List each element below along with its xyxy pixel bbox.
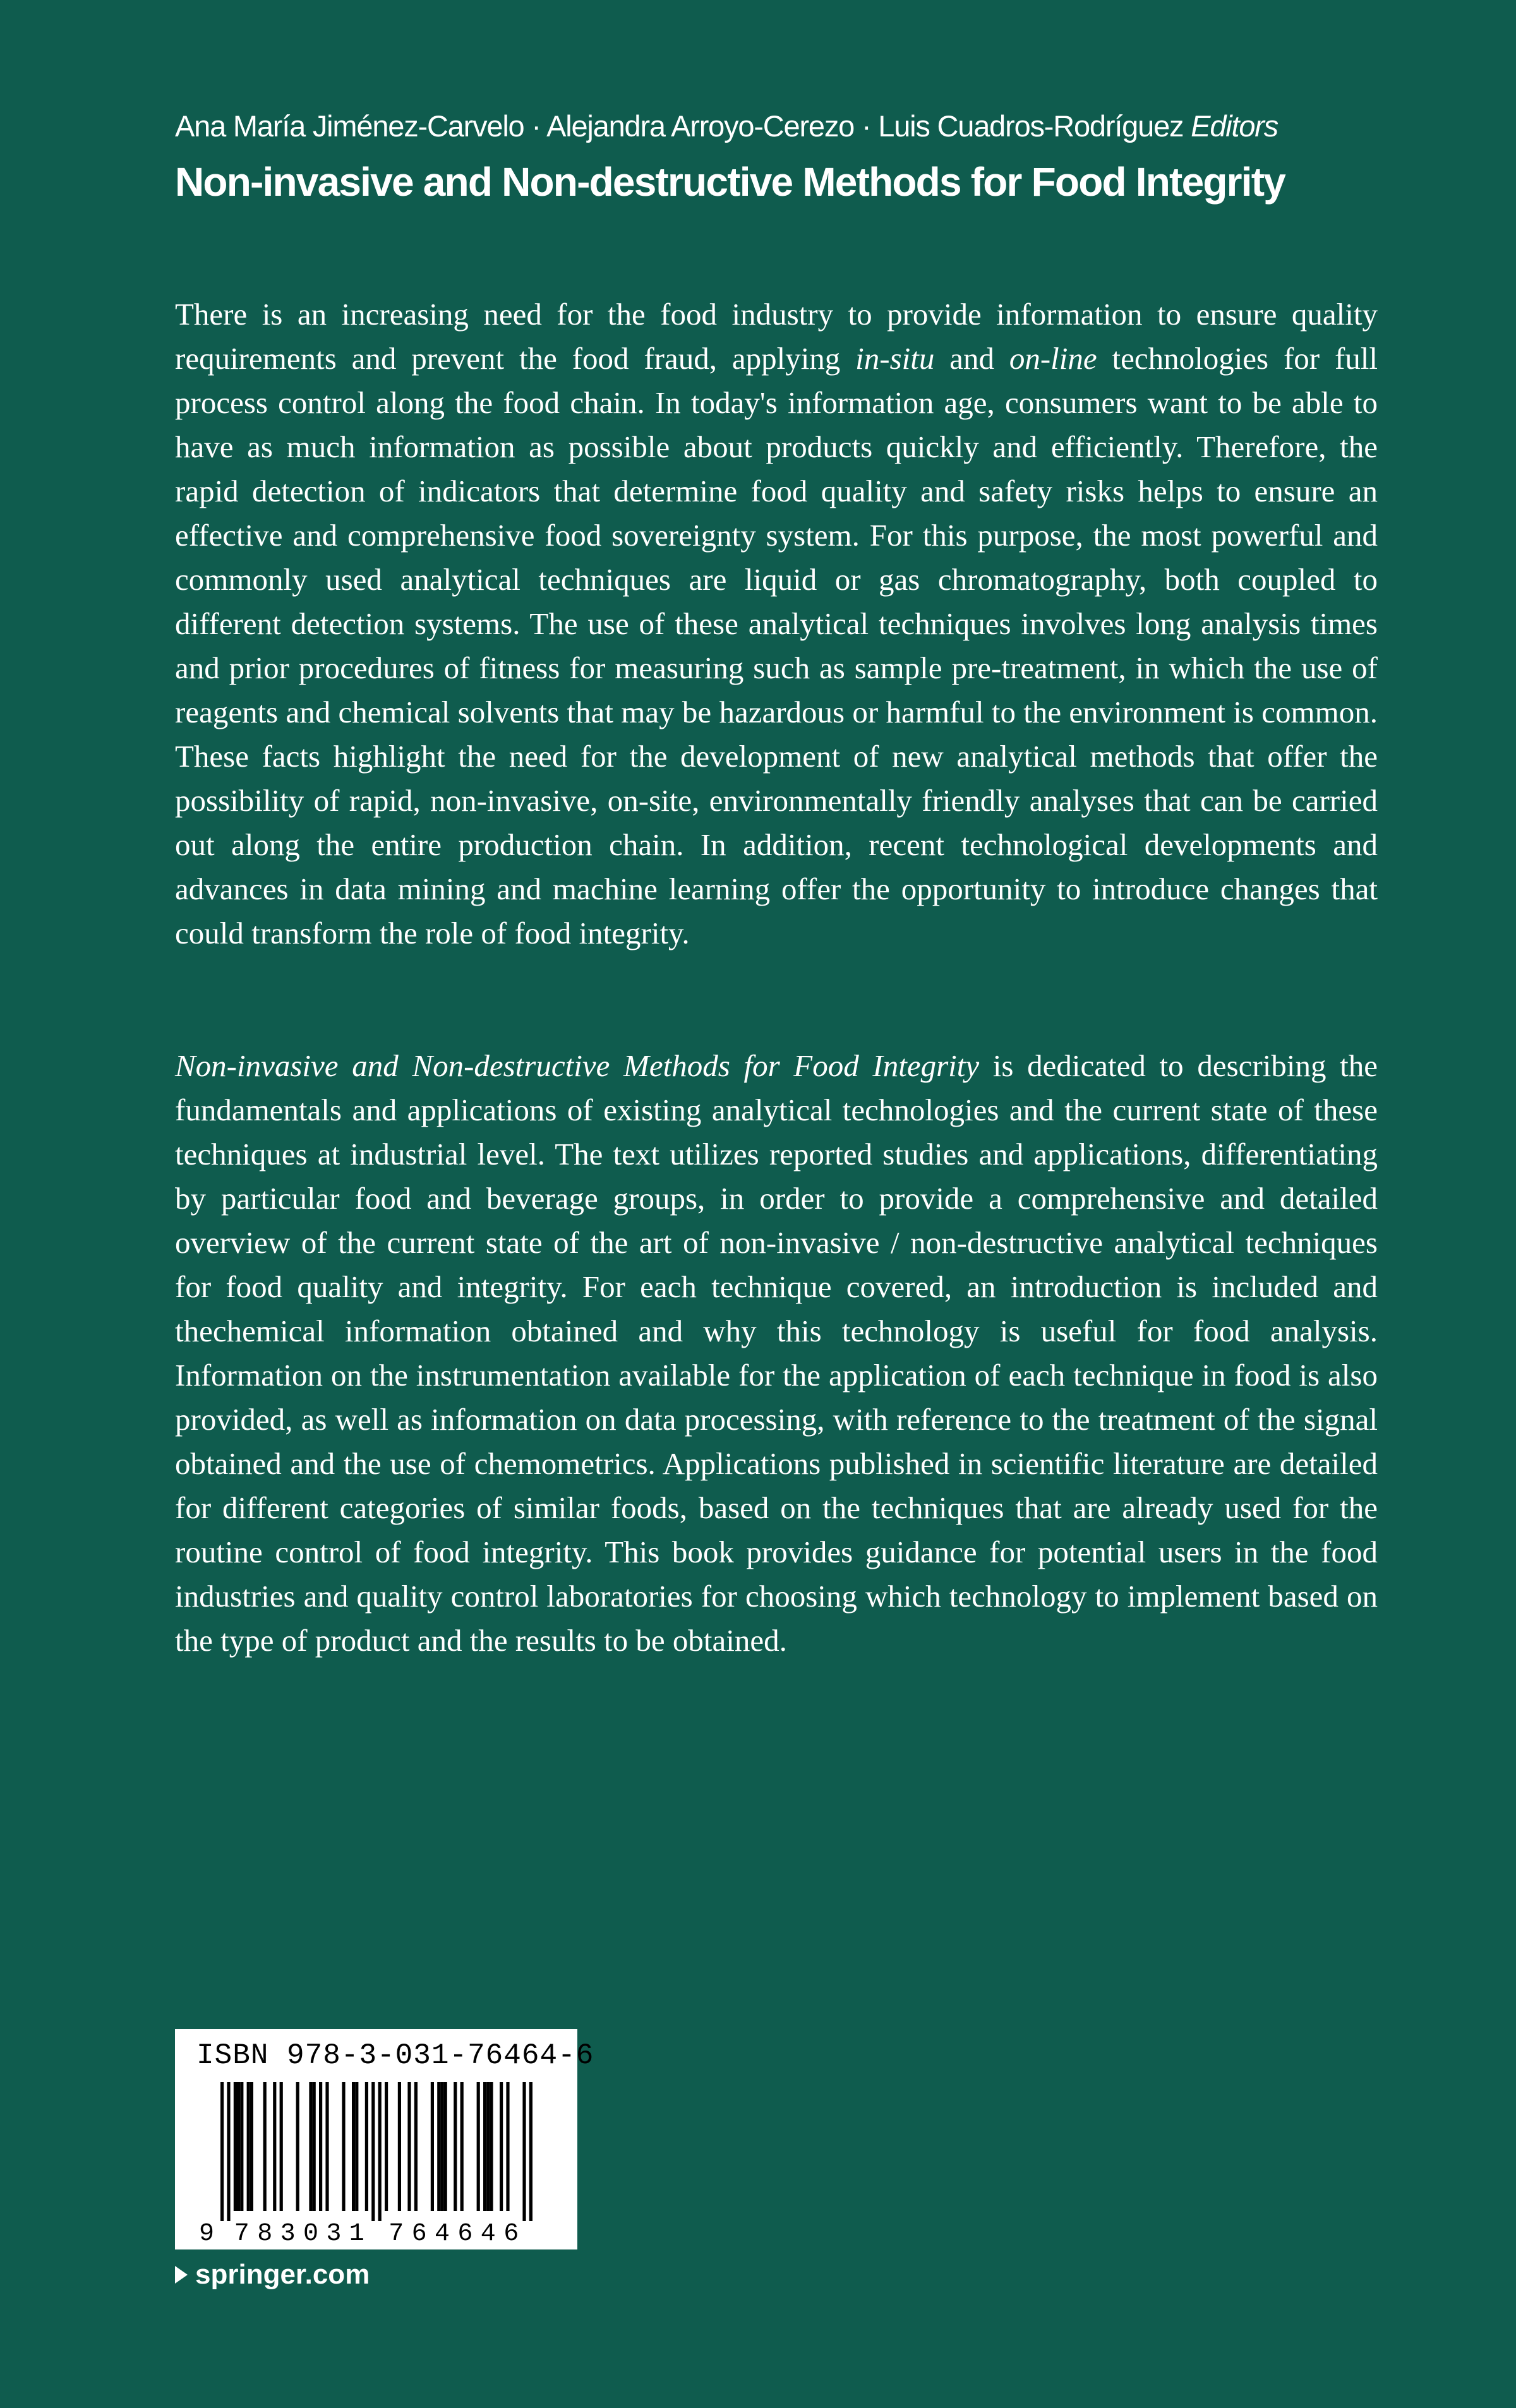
barcode-bar xyxy=(378,2082,382,2221)
barcode-bar xyxy=(483,2082,486,2211)
barcode-digit: 4 xyxy=(480,2220,496,2248)
arrow-right-icon xyxy=(175,2266,188,2284)
barcode-digit: 6 xyxy=(411,2220,427,2248)
barcode-bar xyxy=(486,2082,490,2211)
blurb-p1-text-c: technologies for full process control along the food chain. In today's information age, consumers want to be able to have as much information as possible about products quickly and efficiently. Therefore, the rapid detection of indicators that determine food quality and safety risks helps to ensure an effective and comprehensive food sovereignty system. For this purpose, the most powerful and commonly used analytical techniques are liquid or gas chromatography, both coupled to different detection systems. The use of these analytical techniques involves long analysis times and prior procedures of fitness for measuring such as sample pre-treatment, in which the use of reagents and chemical solvents that may be hazardous or harmful to the environment is common. These facts highlight the need for the development of new analytical methods that offer the possibility of rapid, non-invasive, on-site, environmentally friendly analyses that can be carried out along the entire production chain. In addition, recent technological developments and advances in data mining and machine learning offer the opportunity to introduce changes that could transform the role of food integrity. xyxy=(175,341,1378,950)
barcode-bar xyxy=(414,2082,418,2211)
publisher-website-text: springer.com xyxy=(195,2259,370,2290)
barcode-bar xyxy=(385,2082,388,2211)
barcode-digit: 3 xyxy=(280,2220,296,2248)
blurb-p2-book-title: Non-invasive and Non-destructive Methods for Food Integrity xyxy=(175,1048,980,1083)
barcode-bar xyxy=(250,2082,253,2211)
isbn-barcode-box xyxy=(175,2029,594,2249)
blurb-paragraph-1 xyxy=(175,292,1378,955)
barcode-bar xyxy=(454,2082,457,2211)
barcode-bar xyxy=(529,2082,532,2221)
barcode-digit: 7 xyxy=(234,2220,250,2248)
barcode-digit: 8 xyxy=(257,2220,273,2248)
barcode-bar xyxy=(490,2082,493,2211)
barcode-bar xyxy=(500,2082,503,2211)
barcode-bar xyxy=(460,2082,464,2211)
book-title: Non-invasive and Non-destructive Methods for Food Integrity xyxy=(175,159,1285,205)
barcode-bar xyxy=(522,2082,526,2221)
barcode-bar xyxy=(273,2082,276,2211)
blurb-p1-text-a: There is an increasing need for the food industry to provide information to ensure quality requirements and prevent the food fraud, applying xyxy=(175,297,1378,376)
barcode-bar xyxy=(477,2082,480,2211)
barcode-digit: 6 xyxy=(503,2220,519,2248)
barcode-bar xyxy=(437,2082,440,2211)
barcode-bar xyxy=(237,2082,240,2211)
barcode-bar xyxy=(220,2082,224,2221)
barcode-bar xyxy=(355,2082,358,2211)
barcode-digit: 4 xyxy=(434,2220,450,2248)
barcode-bar xyxy=(319,2082,322,2211)
publisher-website-link[interactable] xyxy=(175,2257,370,2292)
barcode-digit: 6 xyxy=(457,2220,473,2248)
barcode-bar xyxy=(247,2082,250,2211)
barcode-bar xyxy=(234,2082,237,2211)
barcode-bar xyxy=(309,2082,312,2211)
barcode-bar xyxy=(342,2082,345,2211)
barcode-bar xyxy=(280,2082,283,2211)
blurb-p2-text: is dedicated to describing the fundamentals and applications of existing analytical technologies and the current state of these techniques at industrial level. The text utilizes reported studies and applications, differentiating by particular food and beverage groups, in order to provide a comprehensive and detailed overview of the current state of the art of non-invasive / non-destructive analytical techniques for food quality and integrity. For each technique covered, an introduction is included and thechemical information obtained and why this technology is useful for food analysis. Information on the instrumentation available for the application of each technique in food is also provided, as well as information on data processing, with reference to the treatment of the signal obtained and the use of chemometrics. Applications published in scientific literature are detailed for different categories of similar foods, based on the techniques that are already used for the routine control of food integrity. This book provides guidance for potential users in the food industries and quality control laboratories for choosing which technology to implement based on the type of product and the results to be obtained. xyxy=(175,1048,1378,1658)
barcode-bar xyxy=(296,2082,299,2211)
barcode-bar xyxy=(431,2082,434,2211)
barcode-bar xyxy=(407,2082,411,2211)
barcode-bar xyxy=(325,2082,328,2211)
barcode-bar xyxy=(313,2082,316,2211)
isbn-label: ISBN 978-3-031-76464-6 xyxy=(196,2039,594,2072)
blurb-paragraph-2 xyxy=(175,1044,1378,1663)
barcode-bar xyxy=(263,2082,267,2211)
barcode-digit: 3 xyxy=(326,2220,342,2248)
editors-names: Ana María Jiménez-Carvelo · Alejandra Arroyo-Cerezo · Luis Cuadros-Rodríguez xyxy=(175,109,1184,143)
barcode-bar xyxy=(506,2082,509,2211)
barcode-digit: 9 xyxy=(198,2220,215,2248)
barcode-bar xyxy=(398,2082,401,2211)
blurb-p1-emphasis-on-line: on-line xyxy=(1009,341,1097,376)
barcode-bar xyxy=(352,2082,355,2211)
barcode-graphic xyxy=(175,2029,577,2249)
blurb-p1-emphasis-in-situ: in-situ xyxy=(855,341,935,376)
blurb-p1-text-b: and xyxy=(934,341,1009,376)
barcode-digit: 0 xyxy=(303,2220,319,2248)
barcode-bar xyxy=(227,2082,230,2221)
barcode-bar xyxy=(444,2082,447,2211)
barcode-bar xyxy=(371,2082,375,2221)
barcode-digit: 7 xyxy=(388,2220,404,2248)
editors-role: Editors xyxy=(1191,109,1278,143)
barcode-bar xyxy=(440,2082,443,2211)
barcode-bar xyxy=(240,2082,243,2211)
editors-line xyxy=(175,107,1375,145)
barcode-digit: 1 xyxy=(349,2220,364,2248)
barcode-bar xyxy=(365,2082,368,2211)
